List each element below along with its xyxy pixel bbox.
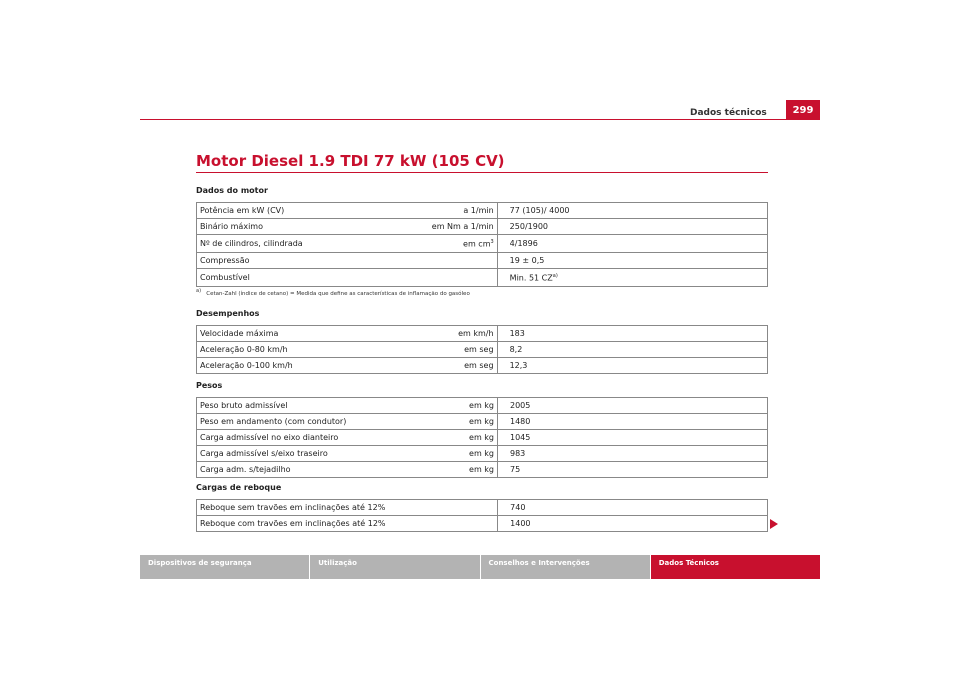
motor-table xyxy=(196,202,768,287)
row-value xyxy=(497,269,767,287)
row-unit xyxy=(387,235,497,253)
table-row xyxy=(197,500,768,516)
footer-tab-conselhos[interactable]: Conselhos e Intervenções xyxy=(481,555,650,579)
row-unit: em kg xyxy=(388,430,497,446)
desempenhos-table xyxy=(196,325,768,374)
row-value: 983 xyxy=(497,446,767,462)
row-label: Peso em andamento (com condutor) xyxy=(197,414,389,430)
row-value: 12,3 xyxy=(497,358,767,374)
page-title: Motor Diesel 1.9 TDI 77 kW (105 CV) xyxy=(196,152,505,170)
reboque-table xyxy=(196,499,768,532)
table-row xyxy=(197,235,768,253)
row-unit xyxy=(387,269,497,287)
row-value: 8,2 xyxy=(497,342,767,358)
row-value: 1400 xyxy=(498,516,768,532)
row-value: 19 ± 0,5 xyxy=(497,253,767,269)
row-value: 740 xyxy=(498,500,768,516)
triangle-right-icon[interactable] xyxy=(770,519,778,529)
table-row xyxy=(197,462,768,478)
section-heading-pesos: Pesos xyxy=(196,381,223,390)
table-row xyxy=(197,342,768,358)
row-unit xyxy=(389,516,498,532)
row-value: 4/1896 xyxy=(497,235,767,253)
table-row xyxy=(197,358,768,374)
table-row xyxy=(197,398,768,414)
footer-tab-utilizacao[interactable]: Utilização xyxy=(310,555,479,579)
footnote xyxy=(196,288,470,297)
section-heading-motor: Dados do motor xyxy=(196,186,268,195)
row-label: Reboque com travões em inclinações até 12% xyxy=(197,516,389,532)
row-value: 77 (105)/ 4000 xyxy=(497,203,767,219)
section-heading-reboque: Cargas de reboque xyxy=(196,483,282,492)
footnote-ref: a) xyxy=(552,272,558,279)
row-unit xyxy=(387,253,497,269)
row-unit: em seg xyxy=(388,358,497,374)
row-label: Aceleração 0-100 km/h xyxy=(197,358,388,374)
row-unit: em kg xyxy=(388,446,497,462)
row-label: Binário máximo xyxy=(197,219,388,235)
table-row xyxy=(197,414,768,430)
row-label: Carga adm. s/tejadilho xyxy=(197,462,389,478)
table-row xyxy=(197,430,768,446)
page-number: 299 xyxy=(786,100,820,120)
header-divider xyxy=(140,119,820,120)
row-value: 2005 xyxy=(497,398,767,414)
row-label: Combustível xyxy=(197,269,388,287)
row-label: Peso bruto admissível xyxy=(197,398,389,414)
table-row xyxy=(197,253,768,269)
header-title: Dados técnicos xyxy=(690,108,767,118)
row-unit: em kg xyxy=(388,398,497,414)
row-label: Nº de cilindros, cilindrada xyxy=(197,235,388,253)
row-label: Potência em kW (CV) xyxy=(197,203,388,219)
row-unit: em km/h xyxy=(388,326,497,342)
pesos-table xyxy=(196,397,768,478)
unit-text: em cm xyxy=(463,239,491,249)
footer-nav xyxy=(140,555,820,579)
row-label: Carga admissível no eixo dianteiro xyxy=(197,430,389,446)
row-unit: em seg xyxy=(388,342,497,358)
row-value: 1480 xyxy=(497,414,767,430)
table-row xyxy=(197,219,768,235)
title-divider xyxy=(196,172,768,173)
value-text: Min. 51 CZ xyxy=(509,273,553,283)
footnote-text: Cetan-Zahl (índice de cetano) = Medida que define as características de inflamação do gasóleo xyxy=(206,290,470,297)
row-label: Aceleração 0-80 km/h xyxy=(197,342,388,358)
row-label: Carga admissível s/eixo traseiro xyxy=(197,446,389,462)
table-row xyxy=(197,446,768,462)
row-value: 250/1900 xyxy=(497,219,767,235)
row-unit: em kg xyxy=(388,462,497,478)
row-unit: em Nm a 1/min xyxy=(387,219,497,235)
row-label: Velocidade máxima xyxy=(197,326,388,342)
section-heading-desempenhos: Desempenhos xyxy=(196,309,260,318)
row-label: Compressão xyxy=(197,253,388,269)
footnote-marker: a) xyxy=(196,288,202,294)
row-value: 183 xyxy=(497,326,767,342)
table-row xyxy=(197,516,768,532)
row-value: 75 xyxy=(497,462,767,478)
table-row xyxy=(197,269,768,287)
footer-tab-seguranca[interactable]: Dispositivos de segurança xyxy=(140,555,309,579)
unit-superscript: 3 xyxy=(490,238,494,245)
row-label: Reboque sem travões em inclinações até 12% xyxy=(197,500,389,516)
table-row xyxy=(197,326,768,342)
row-unit: em kg xyxy=(388,414,497,430)
table-row xyxy=(197,203,768,219)
footer-tab-dados-tecnicos[interactable]: Dados Técnicos xyxy=(651,555,820,579)
row-unit: a 1/min xyxy=(387,203,497,219)
row-value: 1045 xyxy=(497,430,767,446)
row-unit xyxy=(389,500,498,516)
